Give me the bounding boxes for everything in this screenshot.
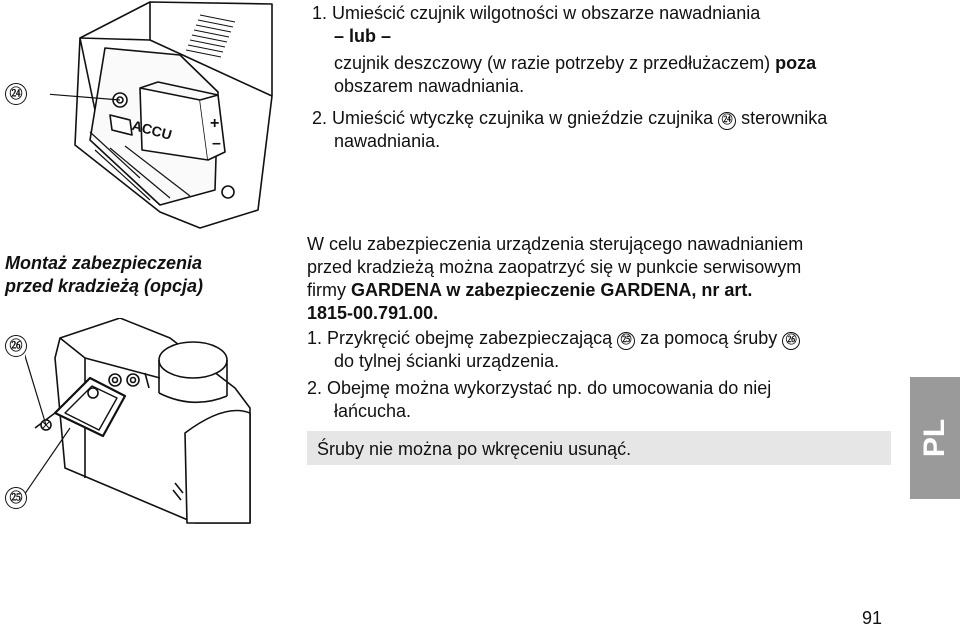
- page-number: 91: [862, 608, 883, 628]
- step-number: 1.: [312, 3, 328, 23]
- section-title-line: Montaż zabezpieczenia: [5, 253, 203, 273]
- step-text: Przykręcić obejmę zabezpieczającą: [327, 328, 618, 348]
- step-text: łańcucha.: [334, 401, 412, 421]
- warning-note-box: [307, 431, 891, 465]
- top-step-1: [312, 2, 902, 98]
- top-step-2: [312, 107, 902, 153]
- step-number: 1.: [307, 328, 323, 348]
- callout-25: ㉕: [5, 487, 27, 509]
- callout-26-inline: ㉖: [782, 332, 800, 350]
- step-number: 2.: [307, 378, 323, 398]
- language-tab-label: PL: [918, 418, 951, 458]
- plus-label: +: [210, 115, 220, 132]
- step-text: do tylnej ścianki urządzenia.: [334, 351, 560, 371]
- section-intro: [307, 233, 897, 325]
- warning-note-text: Śruby nie można po wkręceniu usunąć.: [317, 439, 632, 459]
- intro-line: firmy: [307, 280, 351, 300]
- anti-theft-illustration: [25, 318, 265, 528]
- callout-25-inline: ㉕: [617, 332, 635, 350]
- section-title: [5, 252, 265, 298]
- step-text: Obejmę można wykorzystać np. do umocowania do niej: [327, 378, 772, 398]
- accu-label: ACCU: [130, 116, 174, 143]
- minus-label: –: [212, 135, 221, 152]
- section-title-line: przed kradzieżą (opcja): [5, 276, 204, 296]
- emphasis-text: poza: [775, 53, 817, 73]
- step-text: Umieścić wtyczkę czujnika w gnieździe czujnika: [332, 108, 719, 128]
- step-text: Umieścić czujnik wilgotności w obszarze nawadniania: [332, 3, 761, 23]
- step-text: sterownika: [736, 108, 828, 128]
- or-separator: – lub –: [334, 26, 392, 46]
- language-tab: [910, 377, 960, 499]
- callout-26: ㉖: [5, 335, 27, 357]
- step-text: nawadniania.: [334, 131, 441, 151]
- step-text: obszarem nawadniania.: [334, 76, 525, 96]
- step-number: 2.: [312, 108, 328, 128]
- step-text: za pomocą śruby: [635, 328, 783, 348]
- article-number: 1815-00.791.00.: [307, 303, 439, 323]
- product-name: GARDENA w zabezpieczenie GARDENA, nr art.: [351, 280, 753, 300]
- sensor-socket-illustration: [50, 0, 275, 230]
- section-step-2: [307, 377, 897, 423]
- callout-24: ㉔: [5, 83, 27, 105]
- step-text: czujnik deszczowy (w razie potrzeby z przedłużaczem): [334, 53, 776, 73]
- intro-line: W celu zabezpieczenia urządzenia sterującego nawadnianiem: [307, 234, 804, 254]
- callout-24-inline: ㉔: [718, 112, 736, 130]
- intro-line: przed kradzieżą można zaopatrzyć się w punkcie serwisowym: [307, 257, 802, 277]
- section-step-1: [307, 327, 897, 373]
